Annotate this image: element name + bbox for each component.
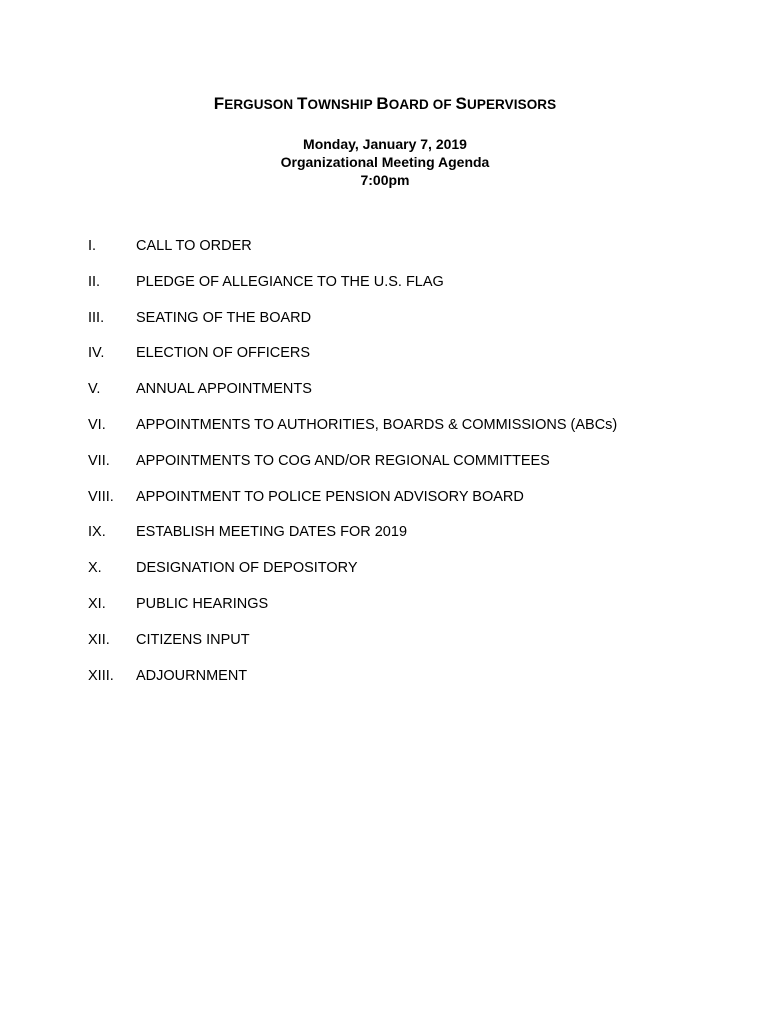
- title-part: T: [297, 94, 308, 113]
- title-part: F: [213, 94, 225, 113]
- agenda-item: [88, 595, 708, 631]
- title-part: OWNSHIP: [307, 97, 377, 112]
- agenda-item-number: XI.: [88, 595, 106, 612]
- agenda-item: [88, 559, 708, 595]
- agenda-item: [88, 452, 708, 488]
- agenda-item: [88, 273, 708, 309]
- agenda-item-number: III.: [88, 309, 105, 326]
- agenda-item-number: X.: [88, 560, 102, 577]
- agenda-item-number: XIII.: [88, 667, 114, 684]
- agenda-item-text: APPOINTMENTS TO AUTHORITIES, BOARDS & COMMISSIONS (ABCs): [136, 416, 618, 433]
- agenda-item-number: I.: [88, 238, 97, 254]
- meeting-time: 7:00pm: [360, 172, 410, 188]
- agenda-list: [88, 237, 708, 702]
- meeting-date: Monday, January 7, 2019: [303, 136, 467, 152]
- agenda-item-text: CALL TO ORDER: [136, 238, 252, 254]
- agenda-item-text: PLEDGE OF ALLEGIANCE TO THE U.S. FLAG: [136, 273, 444, 290]
- title-part: OARD OF: [388, 97, 456, 112]
- agenda-item-text: SEATING OF THE BOARD: [136, 309, 312, 326]
- page-title: [0, 94, 770, 114]
- title-part: UPERVISORS: [466, 97, 557, 112]
- title-part: B: [376, 94, 389, 113]
- agenda-item-text: DESIGNATION OF DEPOSITORY: [136, 560, 358, 577]
- title-part: ERGUSON: [224, 97, 298, 112]
- agenda-item: [88, 523, 708, 559]
- agenda-item-text: PUBLIC HEARINGS: [136, 595, 269, 612]
- agenda-item-number: XII.: [88, 631, 110, 648]
- agenda-item: [88, 237, 708, 273]
- agenda-item-text: APPOINTMENT TO POLICE PENSION ADVISORY BOARD: [136, 488, 524, 505]
- agenda-item: [88, 344, 708, 380]
- agenda-item: [88, 416, 708, 452]
- meeting-type: Organizational Meeting Agenda: [280, 154, 490, 170]
- agenda-item-text: ELECTION OF OFFICERS: [136, 345, 311, 362]
- agenda-item: [88, 309, 708, 345]
- agenda-item-text: ANNUAL APPOINTMENTS: [136, 381, 312, 398]
- agenda-item: [88, 631, 708, 667]
- agenda-item-number: V.: [88, 381, 101, 398]
- agenda-item-number: II.: [88, 273, 101, 290]
- agenda-item-number: IV.: [88, 345, 105, 362]
- agenda-item-text: CITIZENS INPUT: [136, 631, 250, 648]
- agenda-item-number: VI.: [88, 416, 106, 433]
- agenda-item: [88, 667, 708, 703]
- agenda-item-number: IX.: [88, 524, 106, 541]
- agenda-item-text: ADJOURNMENT: [136, 667, 248, 684]
- agenda-item-number: VII.: [88, 452, 110, 469]
- title-part: S: [455, 94, 467, 113]
- agenda-item-text: ESTABLISH MEETING DATES FOR 2019: [136, 524, 408, 541]
- agenda-item: [88, 380, 708, 416]
- agenda-item-number: VIII.: [88, 488, 114, 505]
- agenda-item: [88, 488, 708, 524]
- agenda-item-text: APPOINTMENTS TO COG AND/OR REGIONAL COMMITTEES: [136, 452, 550, 469]
